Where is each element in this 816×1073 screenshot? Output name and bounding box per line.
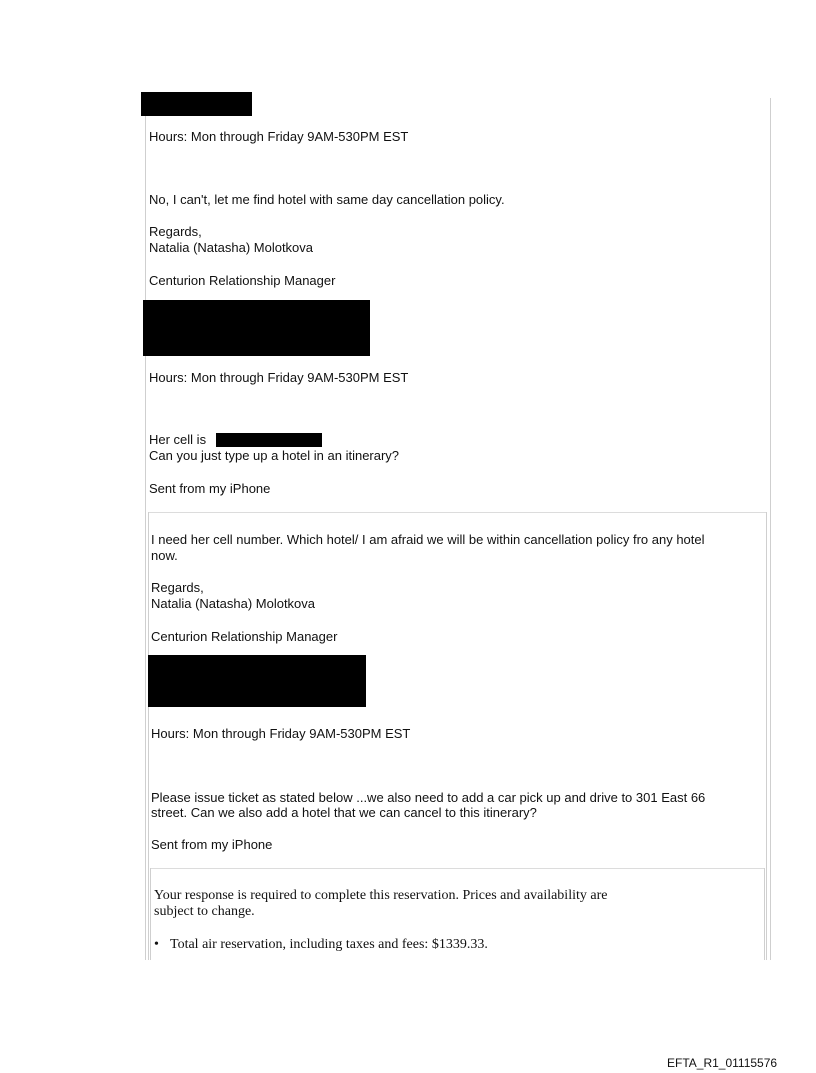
sent-from-text: Sent from my iPhone — [151, 837, 273, 852]
quote-divider-1 — [148, 512, 766, 513]
cell-label — [149, 432, 206, 447]
reservation-notice: subject to change. — [154, 904, 255, 919]
quote-border-left-innermost — [150, 868, 151, 960]
message-body: now. — [151, 548, 178, 563]
quote-border-right-innermost — [764, 868, 765, 960]
reservation-total: Total air reservation, including taxes and fees: $1339.33. — [170, 937, 488, 952]
message-body: No, I can't, let me find hotel with same day cancellation policy. — [149, 192, 505, 207]
message-body: Please issue ticket as stated below ...we also need to add a car pick up and drive to 301 East 66 — [151, 790, 706, 805]
signature-title: Centurion Relationship Manager — [151, 629, 338, 644]
bullet-icon: • — [154, 937, 159, 952]
message-body: street. Can we also add a hotel that we can cancel to this itinerary? — [151, 805, 537, 820]
message-body: Can you just type up a hotel in an itinerary? — [149, 448, 400, 463]
hours-text: Hours: Mon through Friday 9AM-530PM EST — [149, 370, 409, 385]
signature-name: Natalia (Natasha) Molotkova — [151, 596, 316, 611]
message-body: I need her cell number. Which hotel/ I am afraid we will be within cancellation policy fro any hotel — [151, 532, 705, 547]
redaction-block — [143, 300, 370, 356]
hours-text: Hours: Mon through Friday 9AM-530PM EST — [149, 129, 409, 144]
regards-text: Regards, — [149, 224, 202, 239]
redaction-block — [216, 433, 322, 447]
quote-border-right-outer — [770, 98, 771, 960]
signature-title: Centurion Relationship Manager — [149, 273, 336, 288]
redaction-block — [148, 655, 366, 707]
quote-divider-2 — [150, 868, 764, 869]
reservation-notice: Your response is required to complete this reservation. Prices and availability are — [154, 888, 608, 903]
sent-from-text: Sent from my iPhone — [149, 481, 271, 496]
document-id: EFTA_R1_01115576 — [667, 1056, 778, 1070]
hours-text: Hours: Mon through Friday 9AM-530PM EST — [151, 726, 411, 741]
signature-name: Natalia (Natasha) Molotkova — [149, 240, 314, 255]
regards-text: Regards, — [151, 580, 204, 595]
redaction-block — [141, 92, 252, 116]
quote-border-left-outer — [145, 98, 146, 960]
quote-border-left-inner — [148, 512, 149, 960]
quote-border-right-inner — [766, 512, 767, 960]
cell-prefix: Her cell is — [149, 432, 207, 447]
